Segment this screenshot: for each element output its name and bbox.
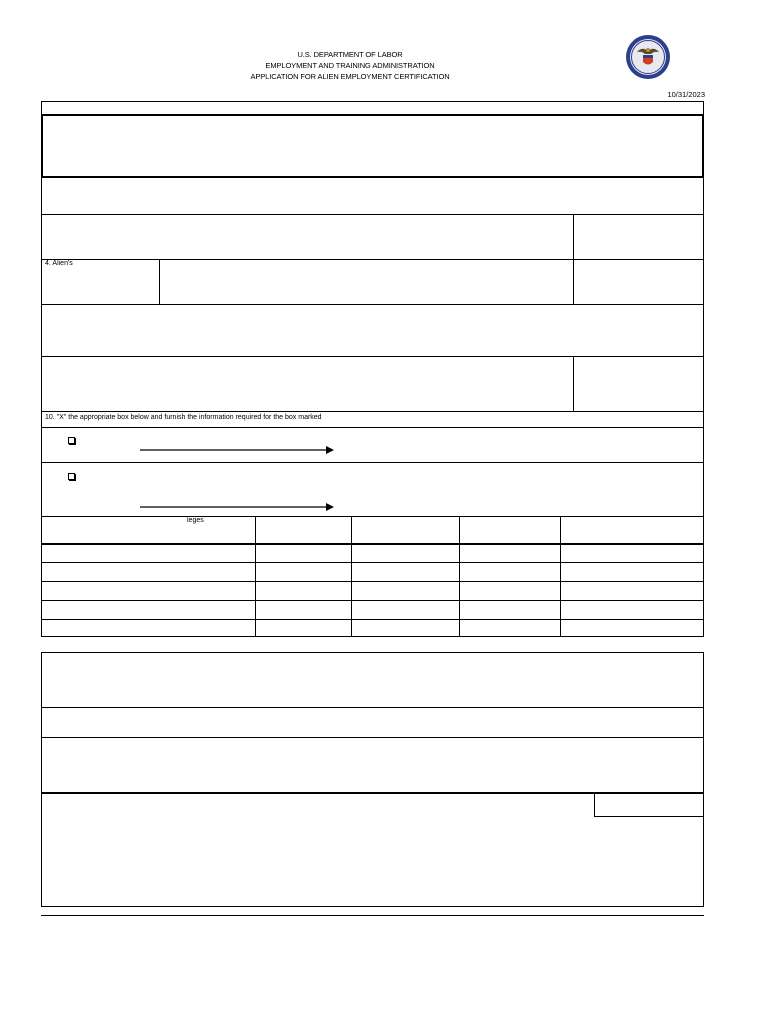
dol-seal-icon <box>625 34 671 80</box>
agency-subtitle: EMPLOYMENT AND TRAINING ADMINISTRATION <box>265 61 435 70</box>
option-b-checkbox[interactable] <box>68 473 75 480</box>
divider <box>41 356 704 357</box>
option-a-checkbox[interactable] <box>68 437 75 444</box>
table-row <box>41 581 704 582</box>
table-row <box>41 600 704 601</box>
form-title: APPLICATION FOR ALIEN EMPLOYMENT CERTIFICATION <box>250 72 450 81</box>
divider <box>41 214 704 215</box>
form-small-field[interactable] <box>594 793 704 817</box>
table-column-divider <box>560 516 561 637</box>
arrow-right-icon <box>140 501 335 513</box>
table-header-divider <box>41 543 704 545</box>
divider <box>41 707 704 708</box>
footer-rule <box>41 915 704 916</box>
revision-date: 10/31/2023 <box>667 90 705 99</box>
table-column-divider <box>255 516 256 637</box>
divider <box>41 462 704 463</box>
field-10-instruction: 10. "X" the appropriate box below and furnish the information required for the box marked <box>45 414 322 421</box>
form-section-lower <box>41 652 704 907</box>
table-column-divider <box>351 516 352 637</box>
form-section-main <box>41 101 704 637</box>
table-header-fragment: leges <box>187 517 204 524</box>
agency-title: U.S. DEPARTMENT OF LABOR <box>297 50 403 59</box>
table-column-divider <box>459 516 460 637</box>
divider <box>573 356 574 411</box>
divider <box>41 516 704 517</box>
field-4-label: 4. Alien's <box>45 260 73 267</box>
divider <box>159 259 160 304</box>
form-field-block-1[interactable] <box>41 114 704 178</box>
divider <box>41 427 704 428</box>
divider <box>41 304 704 305</box>
divider <box>41 411 704 412</box>
divider <box>41 737 704 738</box>
table-row <box>41 619 704 620</box>
table-row <box>41 562 704 563</box>
arrow-right-icon <box>140 444 335 456</box>
divider <box>41 259 704 260</box>
